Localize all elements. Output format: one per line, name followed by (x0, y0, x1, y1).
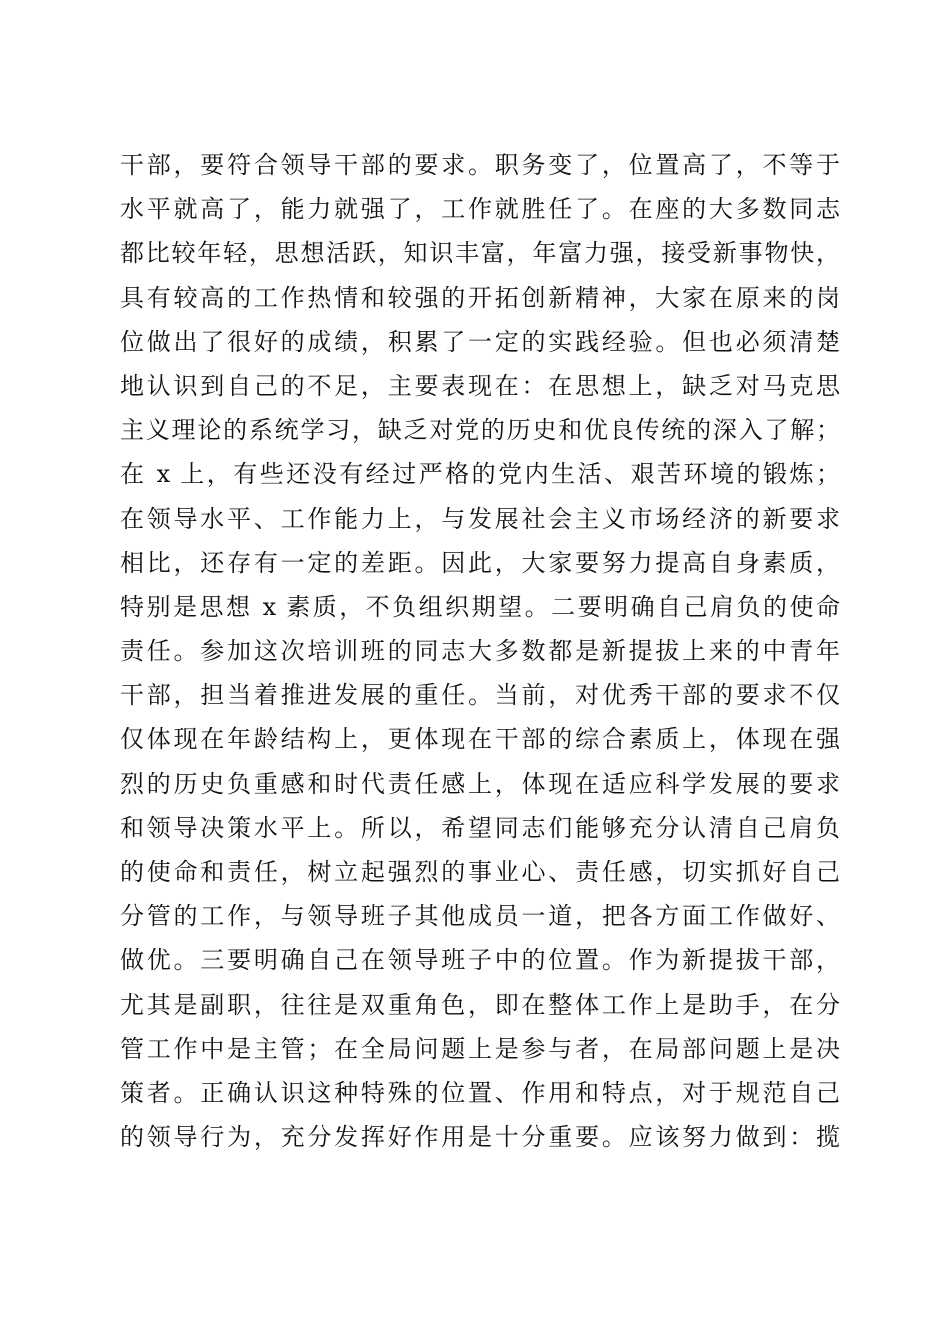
text-line: 责任。参加这次培训班的同志大多数都是新提拔上来的中青年 (120, 637, 840, 666)
text-line: 在 x 上，有些还没有经过严格的党内生活、艰苦环境的锻炼； (120, 460, 840, 489)
text-line: 仅体现在年龄结构上，更体现在干部的综合素质上，体现在强 (120, 725, 840, 754)
text-line: 策者。正确认识这种特殊的位置、作用和特点，对于规范自己 (120, 1078, 840, 1107)
text-line: 和领导决策水平上。所以，希望同志们能够充分认清自己肩负 (120, 813, 840, 842)
text-line: 在领导水平、工作能力上，与发展社会主义市场经济的新要求 (120, 504, 840, 533)
text-line: 尤其是副职，往往是双重角色，即在整体工作上是助手，在分 (120, 990, 840, 1019)
text-line: 的领导行为，充分发挥好作用是十分重要。应该努力做到：揽 (120, 1123, 840, 1152)
text-line: 烈的历史负重感和时代责任感上，体现在适应科学发展的要求 (120, 769, 840, 798)
text-line: 特别是思想 x 素质，不负组织期望。二要明确自己肩负的使命 (120, 592, 840, 621)
text-line: 位做出了很好的成绩，积累了一定的实践经验。但也必须清楚 (120, 327, 840, 356)
text-line: 具有较高的工作热情和较强的开拓创新精神，大家在原来的岗 (120, 283, 840, 312)
text-line: 主义理论的系统学习，缺乏对党的历史和优良传统的深入了解； (120, 416, 840, 445)
text-line: 都比较年轻，思想活跃，知识丰富，年富力强，接受新事物快， (120, 239, 840, 268)
text-line: 做优。三要明确自己在领导班子中的位置。作为新提拔干部， (120, 946, 840, 975)
text-line: 地认识到自己的不足，主要表现在：在思想上，缺乏对马克思 (120, 371, 840, 400)
text-line: 的使命和责任，树立起强烈的事业心、责任感，切实抓好自己 (120, 858, 840, 886)
text-line: 分管的工作，与领导班子其他成员一道，把各方面工作做好、 (120, 902, 840, 931)
text-line: 水平就高了，能力就强了，工作就胜任了。在座的大多数同志 (120, 195, 840, 224)
text-line: 管工作中是主管；在全局问题上是参与者，在局部问题上是决 (120, 1034, 840, 1063)
text-line: 干部，担当着推进发展的重任。当前，对优秀干部的要求不仅 (120, 681, 840, 710)
body-text (120, 143, 840, 1159)
text-line: 干部，要符合领导干部的要求。职务变了，位置高了，不等于 (120, 151, 840, 179)
text-line: 相比，还存有一定的差距。因此，大家要努力提高自身素质， (120, 548, 840, 577)
